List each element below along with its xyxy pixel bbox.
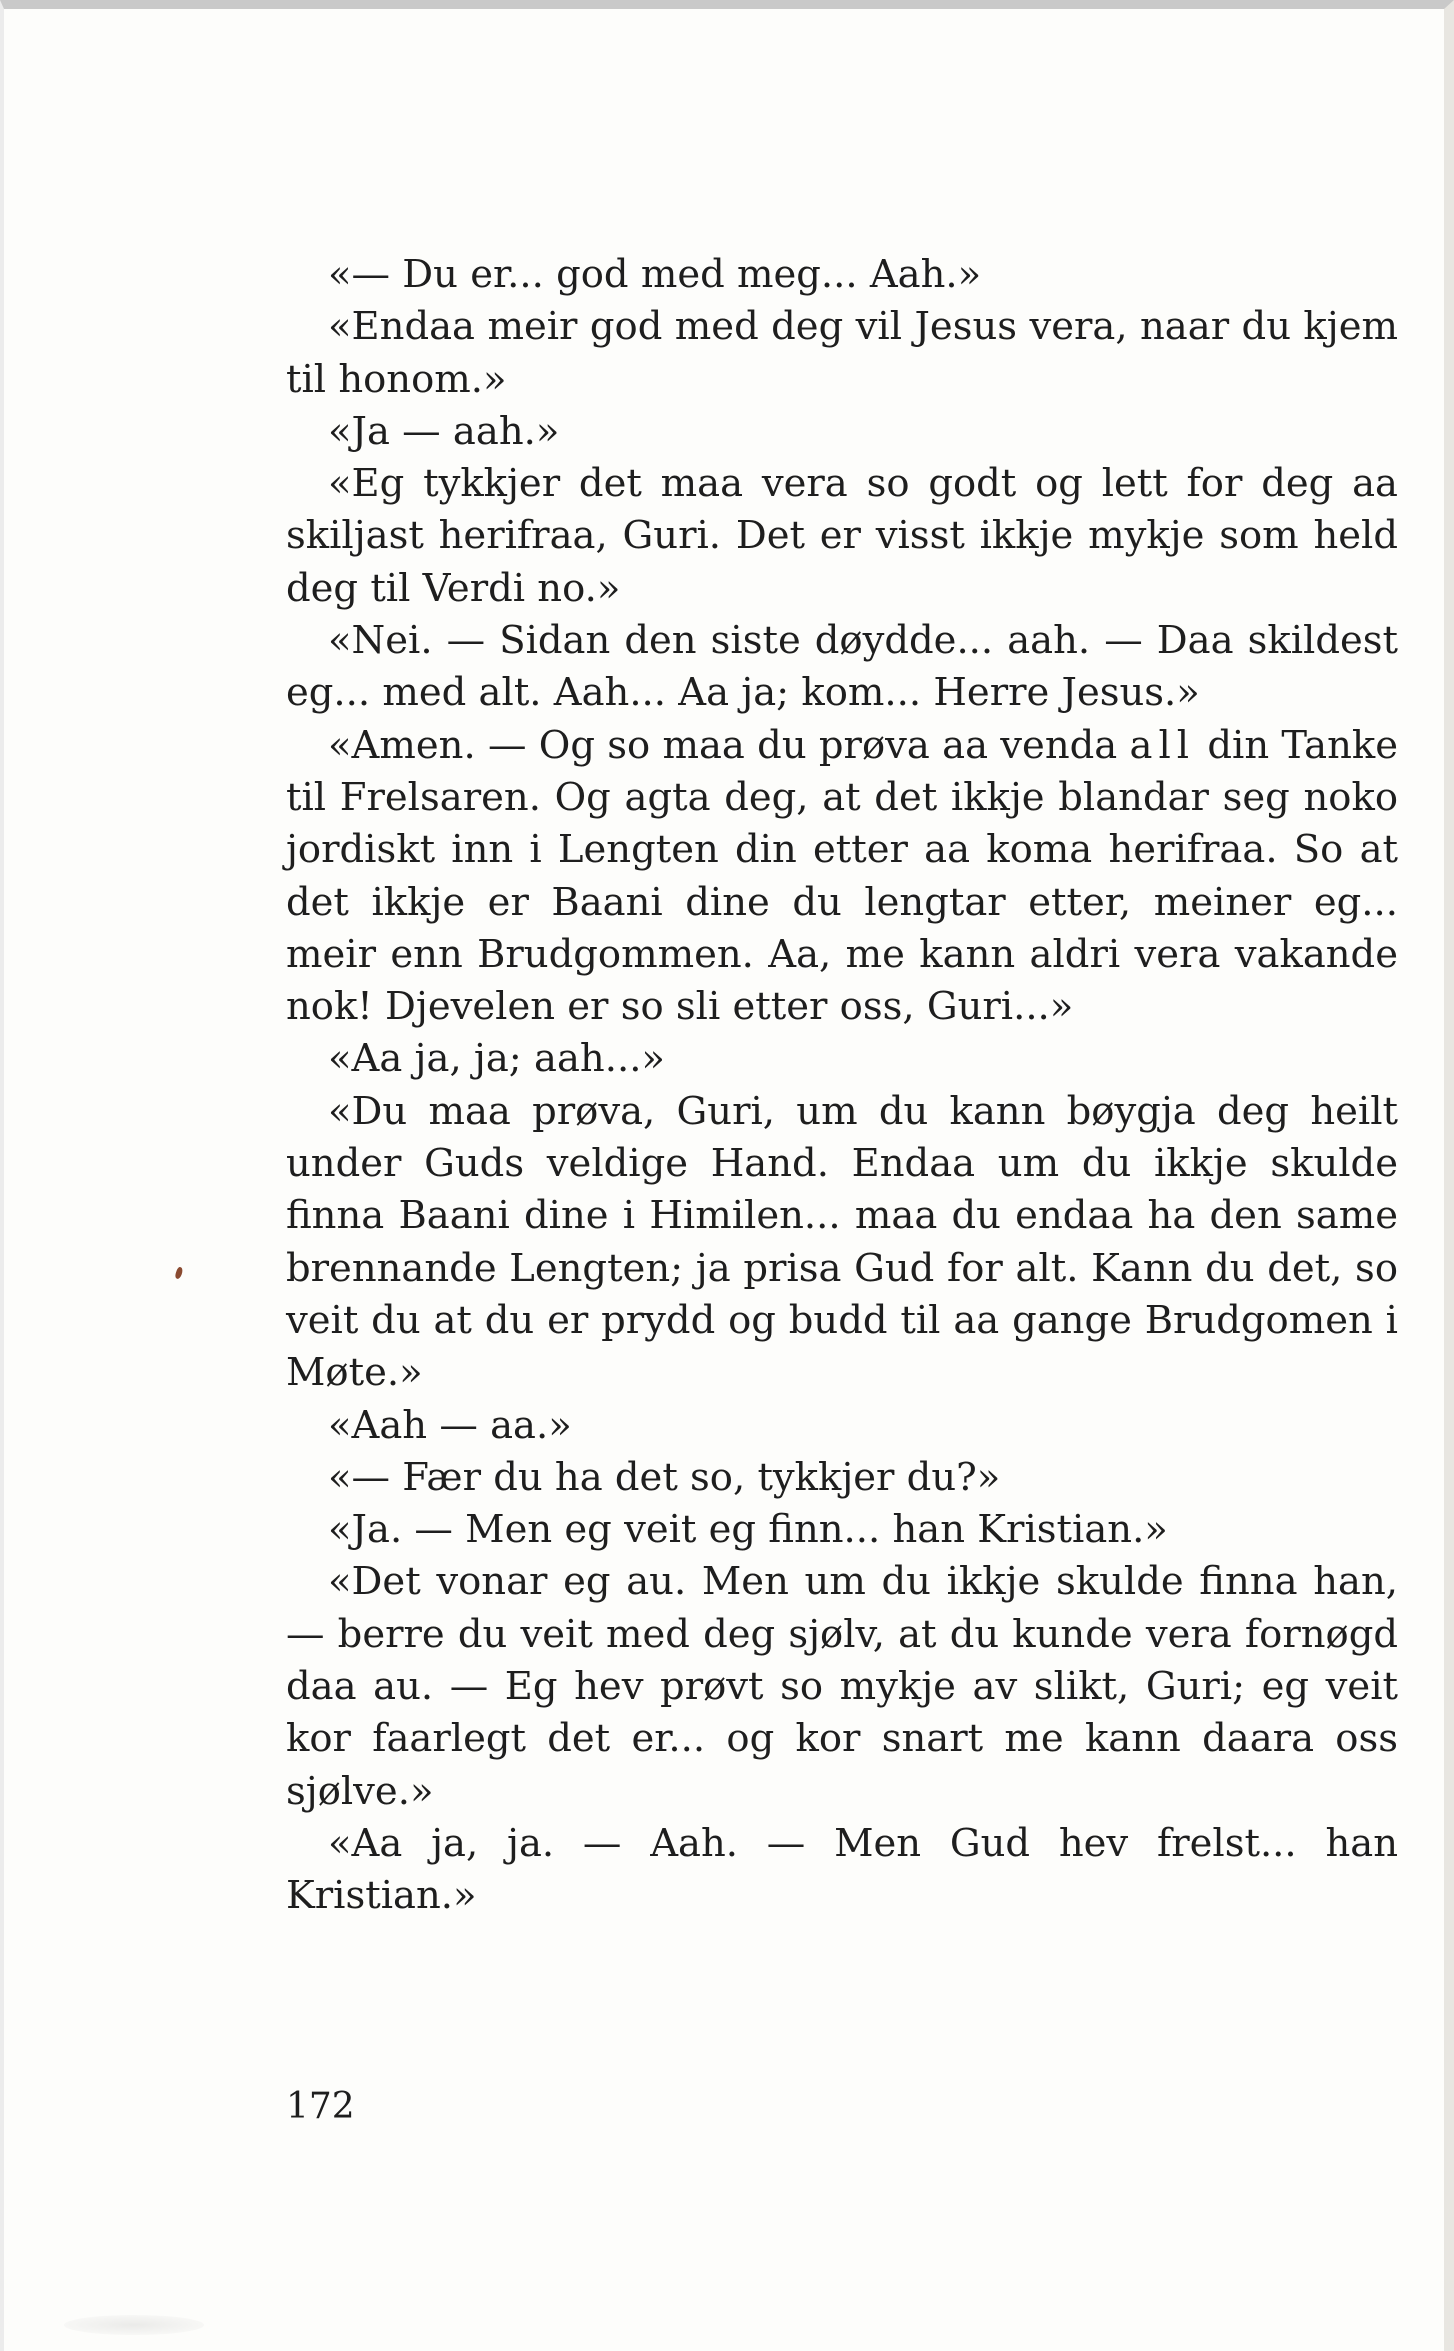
- page-number: 172: [286, 2086, 355, 2127]
- paragraph-9: «Aah — aa.»: [328, 1402, 572, 1448]
- paragraph-11: «Ja. — Men eg veit eg finn... han Kristian.»: [328, 1507, 1168, 1553]
- paragraph-3: «Ja — aah.»: [328, 408, 560, 454]
- paper-smudge: [64, 2315, 204, 2335]
- paragraph-8: «Du maa prøva, Guri, um du kann bøygja deg heilt under Guds veldige Hand. Endaa um du ikkje skulde finna Baani dine i Himilen... maa du endaa ha den same brennande Lengten; ja prisa Gud for alt. Kann du det, so veit du at du er prydd og budd til aa gange Brudgomen i Møte.»: [286, 1088, 1398, 1396]
- paragraph-10: «— Fær du ha det so, tykkjer du?»: [328, 1454, 1001, 1500]
- page-body-text: [286, 249, 1398, 1923]
- paragraph-5: «Nei. — Sidan den siste døydde... aah. — Daa skildest eg... med alt. Aah... Aa ja; kom... Herre Jesus.»: [286, 618, 1398, 716]
- paragraph-amen: [286, 720, 1398, 1034]
- paragraph-12: «Det vonar eg au. Men um du ikkje skulde finna han, — berre du veit med deg sjølv, at du kunde vera fornøgd daa au. — Eg hev prøvt so mykje av slikt, Guri; eg veit kor faarlegt det er... og kor snart me kann daara oss sjølve.»: [286, 1559, 1398, 1814]
- ink-mark: [174, 1266, 184, 1279]
- amen-text-after: din Tanke til Frelsaren. Og agta deg, at det ikkje blandar seg noko jordiskt inn i Lengten din etter aa koma herifraa. So at det ikkje er Baani dine du lengtar etter, meiner eg... meir enn Brudgommen. Aa, me kann aldri vera vakande nok! Djevelen er so sli etter oss, Guri...»: [286, 722, 1398, 1030]
- paragraph-2: «Endaa meir god med deg vil Jesus vera, naar du kjem til honom.»: [286, 304, 1398, 402]
- amen-text-before: «Amen. — Og so maa du prøva aa venda: [328, 722, 1130, 768]
- paragraph-4: «Eg tykkjer det maa vera so godt og lett for deg aa skiljast herifraa, Guri. Det er visst ikkje mykje som held deg til Verdi no.»: [286, 461, 1398, 611]
- paragraph-1: «— Du er... god med meg... Aah.»: [328, 252, 982, 297]
- paragraph-13: «Aa ja, ja. — Aah. — Men Gud hev frelst... han Kristian.»: [286, 1820, 1398, 1919]
- amen-spaced-word: all: [1129, 722, 1196, 768]
- paragraph-7: «Aa ja, ja; aah...»: [328, 1036, 665, 1082]
